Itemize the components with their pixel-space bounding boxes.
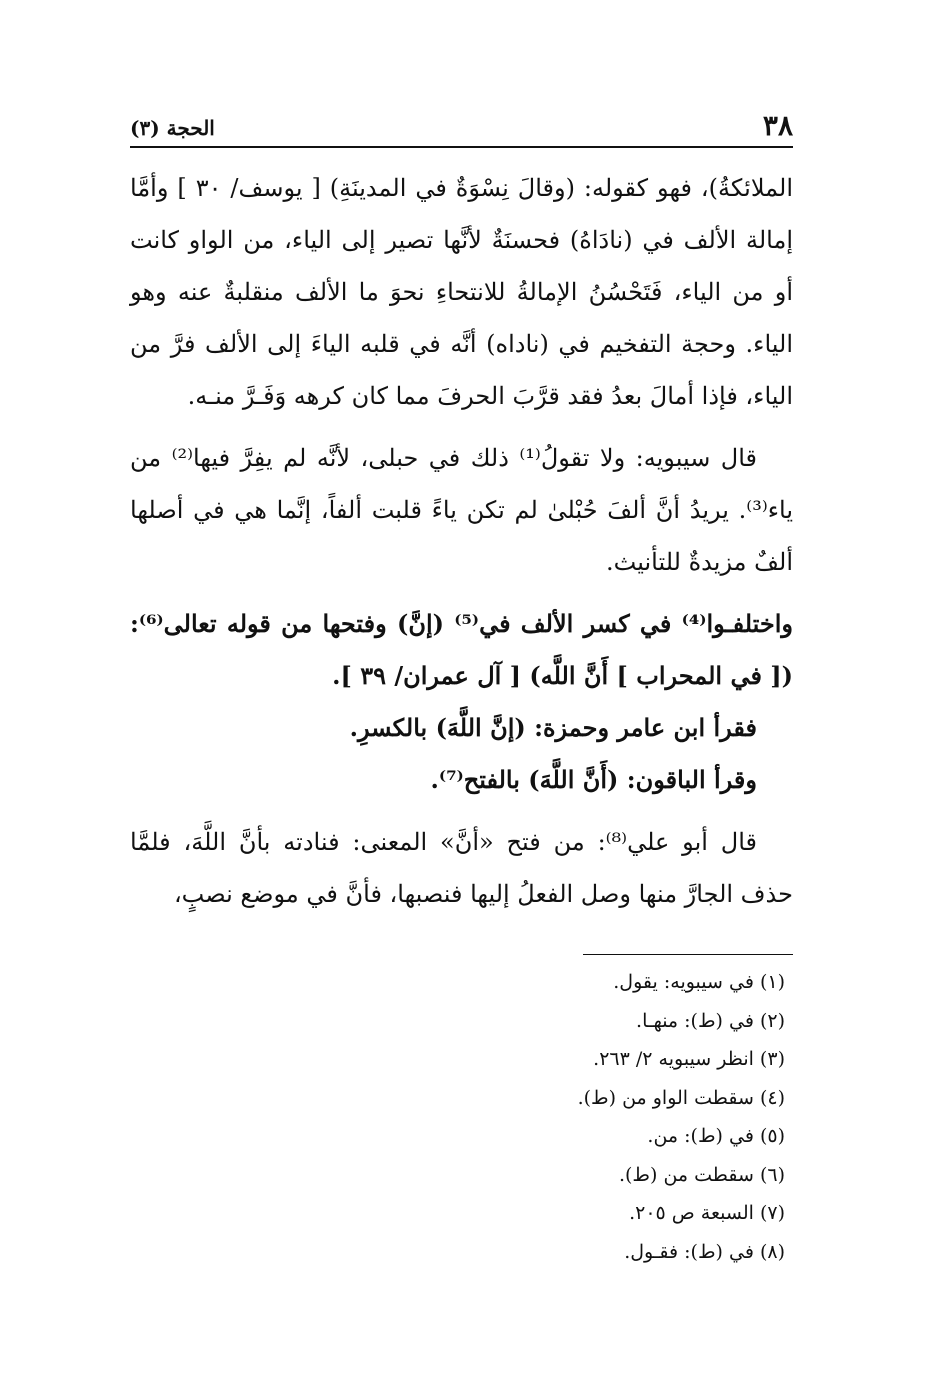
paragraph-6: قال أبو علي⁽⁸⁾: من فتح «أنَّ» المعنى: فنادته بأنَّ اللَّهَ، فلمَّا حذف الجارَّ منها وصل الفعلُ إليها فنصبها، فأنَّ في موضع نصبٍ، bbox=[130, 828, 793, 908]
footnote-4: (٤) سقطت الواو من (ط). bbox=[577, 1086, 785, 1109]
footnote-8: (٨) في (ط): فقـول. bbox=[624, 1240, 785, 1263]
footnote-6: (٦) سقطت من (ط). bbox=[618, 1163, 785, 1186]
page-number: ٣٨ bbox=[762, 109, 793, 142]
paragraph-2: قال سيبويه: ولا تقولُ⁽¹⁾ ذلك في حبلى، لأنَّه لم يفِرَّ فيها⁽²⁾ من ياء⁽³⁾. يريدُ أنَّ ألفَ حُبْلىٰ لم تكن ياءً قلبت ألفاً، إنَّما هي في أصلها ألفٌ مزيدةٌ للتأنيث. bbox=[130, 444, 793, 576]
footnote-2: (٢) في (ط): منهـا. bbox=[636, 1009, 785, 1032]
running-header bbox=[130, 100, 793, 148]
footnote-divider bbox=[583, 954, 793, 955]
footnotes bbox=[130, 963, 793, 1271]
paragraph-5: وقرأ الباقون: (أَنَّ اللَّهَ) بالفتح⁽⁷⁾. bbox=[430, 765, 757, 794]
paragraph-4: فقرأ ابن عامر وحمزة: (إنَّ اللَّهَ) بالكسرِ. bbox=[349, 713, 757, 742]
footnote-3: (٣) انظر سيبويه ٢/ ٢٦٣. bbox=[593, 1048, 785, 1070]
running-title: الحجة (٣) bbox=[130, 116, 215, 140]
document-page bbox=[130, 100, 793, 1271]
body-text bbox=[130, 162, 793, 920]
paragraph-3: واختلفـوا⁽⁴⁾ في كسر الألف في⁽⁵⁾ (إنَّ) وفتحها من قوله تعالى⁽⁶⁾: ([ في المحراب ] أَنَّ اللَّه) [ آل عمران/ ٣٩ ]. bbox=[130, 609, 794, 690]
footnote-5: (٥) في (ط): من. bbox=[647, 1125, 785, 1147]
paragraph-1: الملائكةُ)، فهو كقوله: (وقالَ نِسْوَةٌ في المدينَةِ) [ يوسف/ ٣٠ ] وأمَّا إمالة الألف في (نادَاهُ) فحسنَةٌ لأنَّها تصير إلى الياء، من الواو كانت أو من الياء، فَتَحْسُنُ الإمالةُ للانتحاءِ نحوَ ما الألف منقلبةٌ عنه وهو الياء. وحجة التفخيم في (ناداه) أنَّه في قلبه الياءَ إلى الألف فرَّ من الياء، فإذا أمالَ بعدُ فقد قرَّبَ الحرفَ مما كان كرهه وَفَـرَّ منـه. bbox=[130, 174, 794, 410]
footnote-7: (٧) السبعة ص ٢٠٥. bbox=[629, 1202, 785, 1224]
footnote-1: (١) في سيبويه: يقول. bbox=[613, 971, 785, 993]
